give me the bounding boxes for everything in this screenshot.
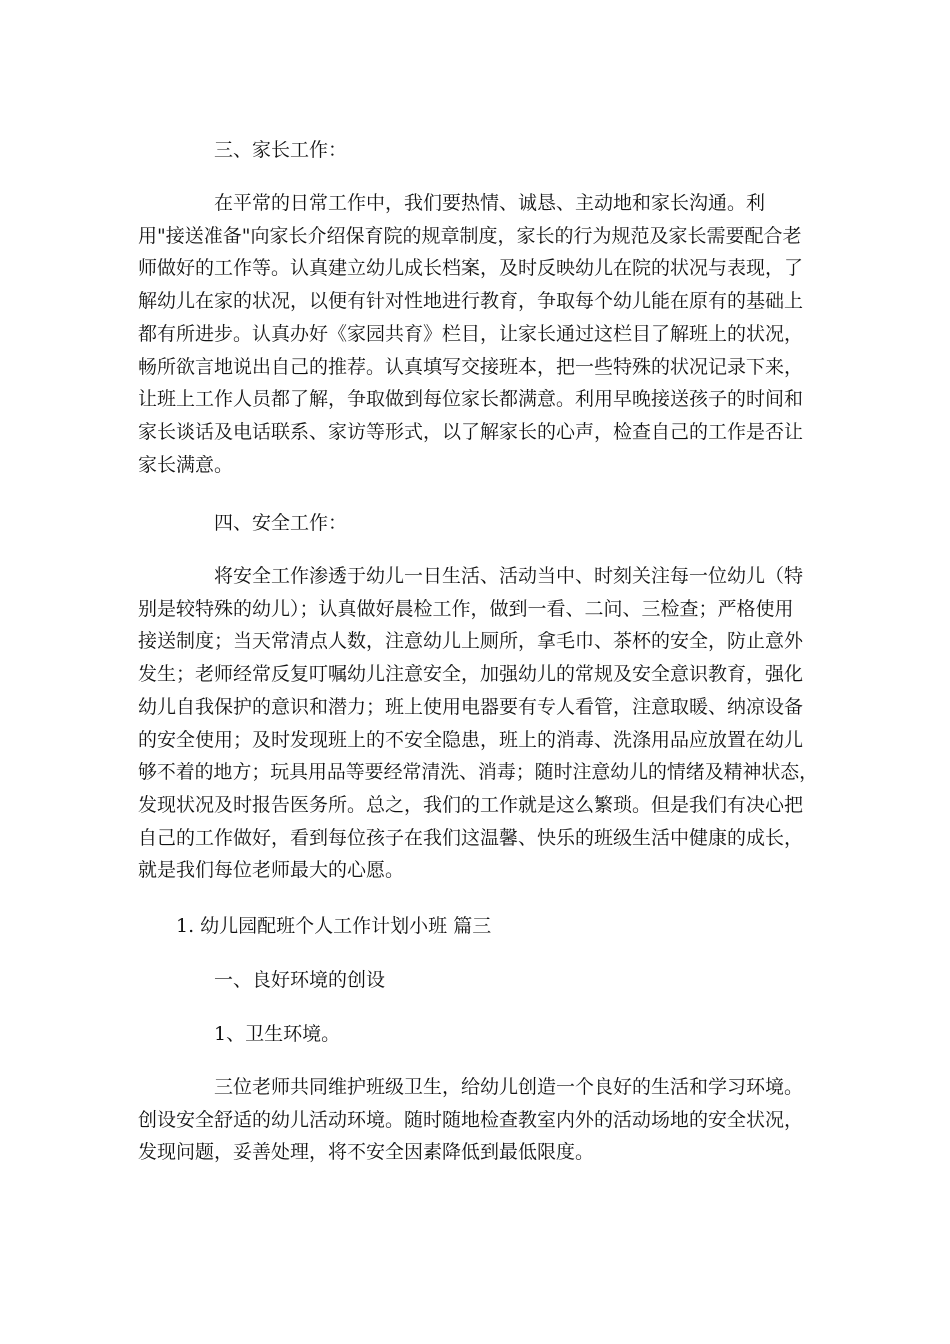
text-line: 三位老师共同维护班级卫生，给幼儿创造一个良好的生活和学习环境。 (138, 1076, 804, 1098)
text-line: 家长谈话及电话联系、家访等形式，以了解家长的心声，检查自己的工作是否让 (138, 420, 804, 443)
text-line: 发现问题，妥善处理，将不安全因素降低到最低限度。 (138, 1141, 595, 1164)
text-line: 畅所欲言地说出自己的推荐。认真填写交接班本，把一些特殊的状况记录下来， (138, 355, 804, 378)
subsection-heading-hygiene: 1、卫生环境。 (214, 1023, 341, 1045)
text-line: 用"接送准备"向家长介绍保育院的规章制度，家长的行为规范及家长需要配合老 (138, 224, 802, 247)
text-line: 创设安全舒适的幼儿活动环境。随时随地检查教室内外的活动场地的安全状况， (138, 1108, 804, 1131)
part-title-plan-three: 1. 幼儿园配班个人工作计划小班 篇三 (176, 915, 492, 937)
paragraph-hygiene (138, 1071, 818, 1169)
text-line: 家长满意。 (138, 453, 234, 476)
text-line: 的安全使用；及时发现班上的不安全隐患，班上的消毒、洗涤用品应放置在幼儿 (138, 728, 804, 751)
text-line: 自己的工作做好，看到每位孩子在我们这温馨、快乐的班级生活中健康的成长， (138, 826, 804, 849)
text-line: 够不着的地方；玩具用品等要经常清洗、消毒；随时注意幼儿的情绪及精神状态， (138, 761, 819, 784)
text-line: 幼儿自我保护的意识和潜力；班上使用电器要有专人看管，注意取暖、纳凉设备 (138, 695, 804, 718)
paragraph-safety-work (138, 560, 818, 887)
section-heading-environment: 一、良好环境的创设 (214, 969, 386, 991)
text-line: 都有所进步。认真办好《家园共育》栏目，让家长通过这栏目了解班上的状况， (138, 322, 804, 345)
paragraph-parent-work (138, 187, 818, 481)
text-line: 别是较特殊的幼儿）；认真做好晨检工作，做到一看、二问、三检查；严格使用 (138, 597, 794, 620)
text-line: 在平常的日常工作中，我们要热情、诚恳、主动地和家长沟通。利 (138, 192, 766, 214)
section-heading-parent-work: 三、家长工作： (214, 139, 348, 161)
text-line: 就是我们每位老师最大的心愿。 (138, 859, 405, 882)
text-line: 将安全工作渗透于幼儿一日生活、活动当中、时刻关注每一位幼儿（特 (138, 565, 804, 587)
text-line: 师做好的工作等。认真建立幼儿成长档案，及时反映幼儿在院的状况与表现，了 (138, 257, 804, 280)
text-line: 让班上工作人员都了解，争取做到每位家长都满意。利用早晚接送孩子的时间和 (138, 388, 804, 411)
text-line: 发现状况及时报告医务所。总之，我们的工作就是这么繁琐。但是我们有决心把 (138, 793, 804, 816)
text-line: 发生；老师经常反复叮嘱幼儿注意安全，加强幼儿的常规及安全意识教育，强化 (138, 663, 804, 686)
text-line: 接送制度；当天常清点人数，注意幼儿上厕所，拿毛巾、茶杯的安全，防止意外 (138, 630, 804, 653)
text-line: 解幼儿在家的状况，以便有针对性地进行教育，争取每个幼儿能在原有的基础上 (138, 290, 804, 313)
section-heading-safety-work: 四、安全工作： (214, 512, 348, 534)
